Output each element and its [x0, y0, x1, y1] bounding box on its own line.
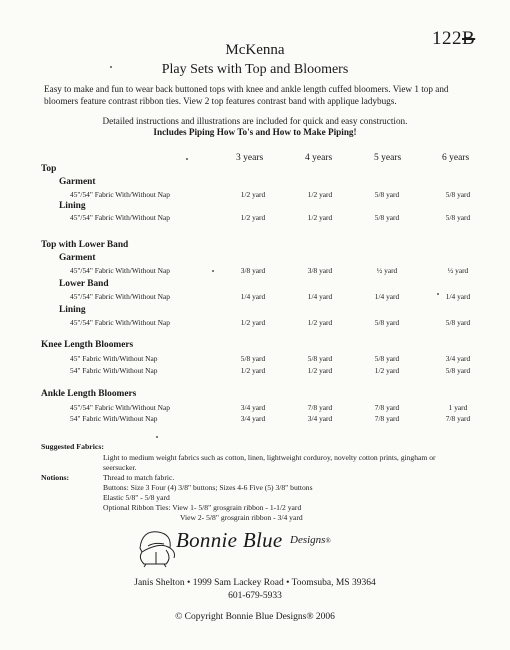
subsection-garment: Garment	[59, 177, 96, 187]
qty-cell: 1/2 yard	[307, 318, 333, 327]
qty-cell: 5/8 yard	[445, 213, 471, 222]
year-header-5: 5 years	[374, 153, 402, 163]
notions-elastic: Elastic 5/8" - 5/8 yard	[103, 493, 170, 502]
qty-cell: 5/8 yard	[374, 354, 400, 363]
subsection-lower-band: Lower Band	[59, 279, 109, 289]
subsection-lining: Lining	[59, 201, 86, 211]
qty-cell: 3/8 yard	[240, 266, 266, 275]
qty-cell: 7/8 yard	[307, 403, 333, 412]
brand-name: Bonnie Blue	[176, 528, 283, 552]
year-header-6: 6 years	[442, 153, 470, 163]
contact-address: Janis Shelton • 1999 Sam Lackey Road • Toomsuba, MS 39364	[134, 578, 376, 588]
qty-cell: 5/8 yard	[445, 366, 471, 375]
qty-cell: 7/8 yard	[374, 403, 400, 412]
fabric-desc: 54" Fabric With/Without Nap	[70, 366, 158, 375]
scan-speck	[212, 270, 214, 272]
scan-speck	[156, 436, 158, 438]
qty-cell: 1/4 yard	[445, 292, 471, 301]
section-title-top-band: Top with Lower Band	[41, 240, 129, 250]
fabric-desc: 45"/54" Fabric With/Without Nap	[70, 213, 170, 222]
intro-paragraph: Easy to make and fun to wear back buttoned tops with knee and ankle length cuffed bloomers. View 1 top and bloomers feature contrast ribbon ties. View 2 top features contrast band with applique ladybugs.	[44, 84, 449, 106]
suggested-fabrics-text: Light to medium weight fabrics such as cotton, linen, lightweight corduroy, novelty cotton prints, gingham or	[103, 453, 436, 462]
qty-cell: ½ yard	[447, 266, 469, 275]
scan-speck	[110, 66, 112, 68]
qty-cell: 5/8 yard	[374, 190, 400, 199]
details-line: Detailed instructions and illustrations are included for quick and easy construction.	[102, 116, 408, 126]
fabric-desc: 45" Fabric With/Without Nap	[70, 354, 158, 363]
year-header-4: 4 years	[305, 153, 333, 163]
scan-speck	[186, 158, 188, 160]
scan-speck	[437, 293, 439, 295]
fabric-desc: 45"/54" Fabric With/Without Nap	[70, 318, 170, 327]
qty-cell: ½ yard	[376, 266, 398, 275]
year-header-3: 3 years	[236, 153, 264, 163]
copyright: © Copyright Bonnie Blue Designs® 2006	[175, 612, 335, 622]
qty-cell: 7/8 yard	[445, 414, 471, 423]
qty-cell: 1/2 yard	[307, 213, 333, 222]
fabric-desc: 45"/54" Fabric With/Without Nap	[70, 403, 170, 412]
qty-cell: 1/2 yard	[240, 366, 266, 375]
notions-buttons: Buttons: Size 3 Four (4) 3/8" buttons; Sizes 4-6 Five (5) 3/8" buttons	[103, 483, 313, 492]
qty-cell: 5/8 yard	[240, 354, 266, 363]
qty-cell: 5/8 yard	[374, 213, 400, 222]
fabric-desc: 45"/54" Fabric With/Without Nap	[70, 292, 170, 301]
qty-cell: 3/4 yard	[307, 414, 333, 423]
qty-cell: 7/8 yard	[374, 414, 400, 423]
qty-cell: 1/4 yard	[240, 292, 266, 301]
qty-cell: 1 yard	[448, 403, 468, 412]
notions-thread: Thread to match fabric.	[103, 473, 175, 482]
fabric-desc: 45"/54" Fabric With/Without Nap	[70, 190, 170, 199]
qty-cell: 5/8 yard	[307, 354, 333, 363]
qty-cell: 3/8 yard	[307, 266, 333, 275]
section-title-knee-bloomers: Knee Length Bloomers	[41, 340, 134, 350]
pattern-number-struck-letter: B	[462, 28, 476, 49]
qty-cell: 1/2 yard	[240, 318, 266, 327]
fabric-desc: 54" Fabric With/Without Nap	[70, 414, 158, 423]
qty-cell: 3/4 yard	[240, 414, 266, 423]
subsection-lining: Lining	[59, 305, 86, 315]
notions-ribbon-view1: Optional Ribbon Ties: View 1- 5/8" grosgrain ribbon - 1-1/2 yard	[103, 503, 302, 512]
section-title-ankle-bloomers: Ankle Length Bloomers	[41, 389, 137, 399]
notions-label: Notions:	[41, 473, 70, 482]
qty-cell: 5/8 yard	[374, 318, 400, 327]
details-piping-line: Includes Piping How To's and How to Make Piping!	[153, 127, 357, 137]
qty-cell: 1/2 yard	[240, 213, 266, 222]
qty-cell: 1/2 yard	[307, 366, 333, 375]
notions-ribbon-view2: View 2- 5/8" grosgrain ribbon - 3/4 yard	[180, 513, 303, 522]
page-title: McKenna	[225, 42, 285, 58]
qty-cell: 5/8 yard	[445, 318, 471, 327]
qty-cell: 1/4 yard	[307, 292, 333, 301]
page-subtitle: Play Sets with Top and Bloomers	[161, 62, 349, 77]
qty-cell: 1/4 yard	[374, 292, 400, 301]
pattern-number: 122B	[432, 28, 476, 49]
contact-phone: 601-679-5933	[228, 591, 282, 601]
fabric-desc: 45"/54" Fabric With/Without Nap	[70, 266, 170, 275]
subsection-garment: Garment	[59, 253, 96, 263]
section-title-top: Top	[41, 164, 57, 174]
suggested-fabrics-text: seersucker.	[103, 463, 137, 472]
qty-cell: 1/2 yard	[240, 190, 266, 199]
qty-cell: 3/4 yard	[445, 354, 471, 363]
details-block	[0, 116, 510, 138]
qty-cell: 3/4 yard	[240, 403, 266, 412]
qty-cell: 1/2 yard	[374, 366, 400, 375]
qty-cell: 5/8 yard	[445, 190, 471, 199]
brand-suffix: Designs®	[290, 534, 331, 546]
qty-cell: 1/2 yard	[307, 190, 333, 199]
suggested-fabrics-label: Suggested Fabrics:	[41, 442, 105, 451]
